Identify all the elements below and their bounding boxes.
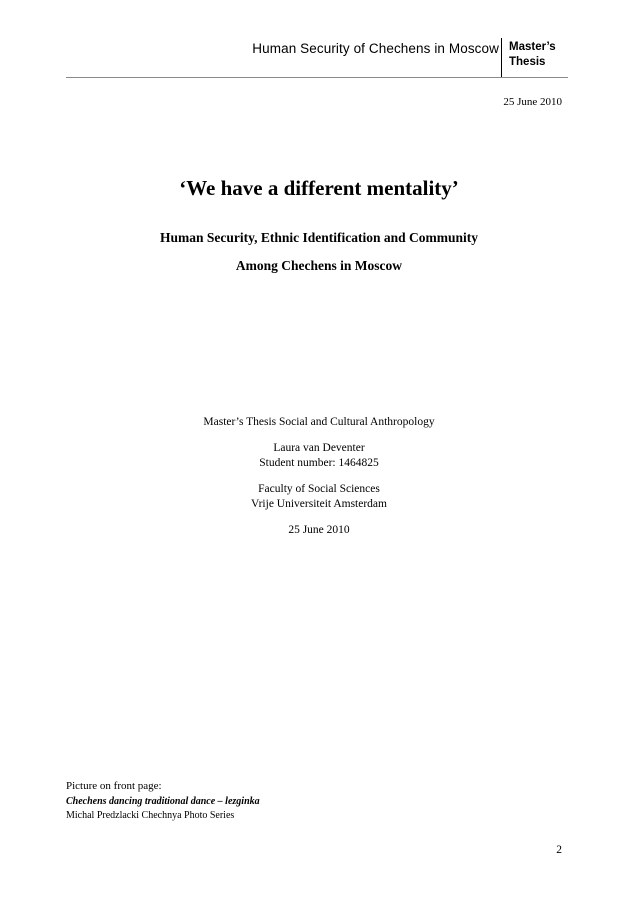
header-box-line2: Thesis — [509, 56, 546, 68]
header-box-line1: Master’s — [509, 41, 556, 53]
caption-label: Picture on front page: — [66, 780, 162, 792]
university-line: Vrije Universiteit Amsterdam — [250, 498, 387, 510]
running-header-title: Human Security of Chechens in Moscow — [252, 41, 499, 56]
header-thesis-box — [509, 40, 556, 70]
faculty-line: Faculty of Social Sciences — [258, 483, 380, 495]
thesis-title: ‘We have a different mentality’ — [179, 176, 459, 200]
caption-credit: Michal Predzlacki Chechnya Photo Series — [66, 810, 235, 821]
header-divider — [501, 38, 502, 77]
header-date: 25 June 2010 — [503, 96, 562, 108]
submission-date: 25 June 2010 — [288, 524, 350, 536]
running-header — [66, 38, 568, 77]
thesis-subtitle-line2: Among Chechens in Moscow — [235, 258, 403, 273]
author-name: Laura van Deventer — [273, 442, 365, 454]
student-number: Student number: 1464825 — [259, 457, 379, 469]
page-number: 2 — [556, 844, 562, 856]
thesis-subtitle-line1: Human Security, Ethnic Identification and Community — [159, 230, 479, 245]
caption-title: Chechens dancing traditional dance – lezginka — [66, 796, 260, 807]
program-line: Master’s Thesis Social and Cultural Anthropology — [203, 416, 435, 428]
header-rule — [66, 77, 568, 78]
